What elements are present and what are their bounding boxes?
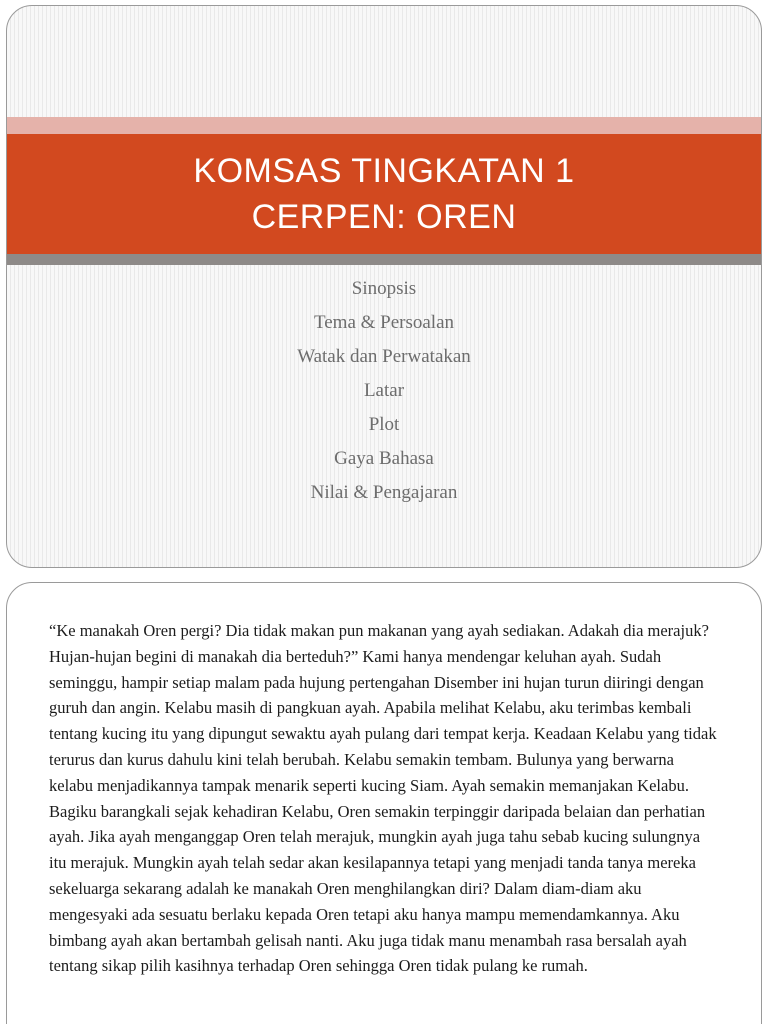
story-paragraph: “Ke manakah Oren pergi? Dia tidak makan pun makanan yang ayah sediakan. Adakah dia merajuk? Hujan-hujan begini di manakah dia berteduh?” Kami hanya mendengar keluhan ayah. Sudah seminggu, hampir setiap malam pada hujung pertengahan Disember ini hujan turun diiringi dengan guruh dan angin. Kelabu masih di pangkuan ayah. Apabila melihat Kelabu, aku terimbas kembali tentang kucing itu yang dipungut sewaktu ayah pulang dari tempat kerja. Keadaan Kelabu yang tidak terurus dan kurus dahulu kini telah berubah. Kelabu semakin tembam. Bulunya yang berwarna kelabu menjadikannya tampak menarik seperti kucing Siam. Ayah semakin memanjakan Kelabu. Bagiku barangkali sejak kehadiran Kelabu, Oren semakin terpinggir daripada belaian dan perhatian ayah. Jika ayah menganggap Oren telah merajuk, mungkin ayah juga tahu sebab kucing sulungnya itu merajuk. Mungkin ayah telah sedar akan kesilapannya tetapi yang menjadi tanda tanya mereka sekeluarga sekarang adalah ke manakah Oren menghilangkan diri? Dalam diam-diam aku mengesyaki ada sesuatu berlaku kepada Oren tetapi aku hanya mampu memendamkannya. Aku bimbang ayah akan bertambah gelisah nanti. Aku juga tidak manu menambah rasa bersalah ayah tentang sikap pilih kasihnya terhadap Oren sehingga Oren tidak pulang ke rumah. xyxy=(49,621,717,976)
story-slide xyxy=(6,582,762,1024)
accent-stripe-top xyxy=(7,117,761,134)
topic-watak-perwatakan: Watak dan Perwatakan xyxy=(297,346,471,367)
slide-title-line-2: CERPEN: OREN xyxy=(251,198,517,236)
topic-latar: Latar xyxy=(363,380,405,401)
topic-list xyxy=(7,272,761,510)
topic-sinopsis: Sinopsis xyxy=(351,278,417,299)
title-band xyxy=(7,134,761,254)
slide-title-line-1: KOMSAS TINGKATAN 1 xyxy=(193,152,575,190)
topic-gaya-bahasa: Gaya Bahasa xyxy=(334,448,434,469)
title-slide xyxy=(6,5,762,568)
accent-stripe-bottom xyxy=(7,254,761,265)
topic-plot: Plot xyxy=(368,414,400,435)
topic-nilai-pengajaran: Nilai & Pengajaran xyxy=(310,482,458,503)
topic-tema-persoalan: Tema & Persoalan xyxy=(313,312,455,333)
